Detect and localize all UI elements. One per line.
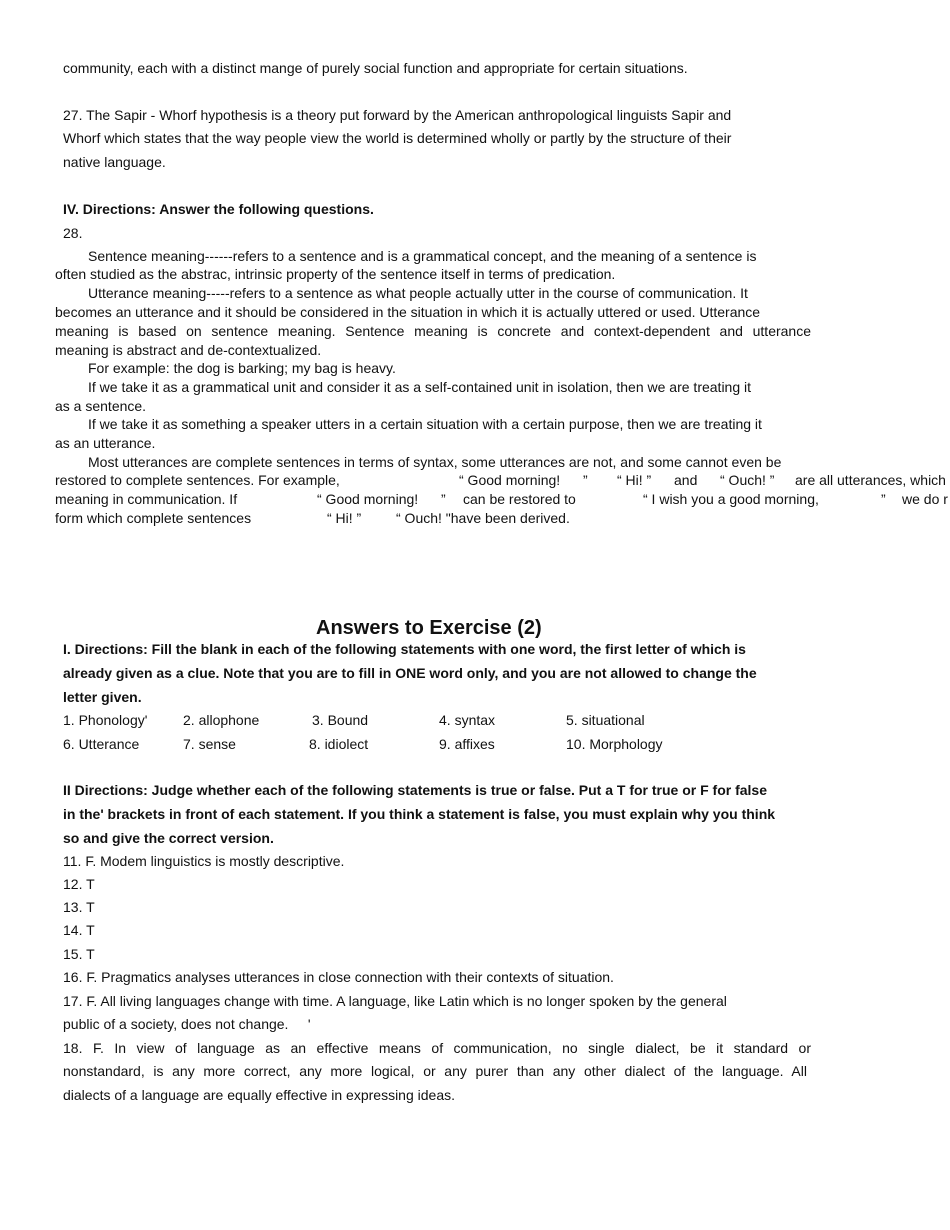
answer-item: 9. affixes bbox=[439, 736, 495, 752]
tf-answer-18-line-3: dialects of a language are equally effective in expressing ideas. bbox=[63, 1087, 455, 1103]
q28-line-13-tail: are all utterances, which bbox=[795, 472, 946, 488]
tf-answer-18-line-1: 18. F. In view of language as an effective means of communication, no single dialect, be it standard or bbox=[63, 1040, 811, 1056]
q28-line-13-text: restored to complete sentences. For example, bbox=[55, 472, 340, 488]
quote-good-morning: “ Good morning! bbox=[459, 472, 561, 488]
q28-line-6: meaning is abstract and de-contextualized. bbox=[55, 342, 322, 358]
tf-answer-13: 13. T bbox=[63, 899, 95, 915]
tf-answer-11: 11. F. Modem linguistics is mostly descriptive. bbox=[63, 853, 345, 869]
q28-line-14-tail: we do r bbox=[902, 491, 948, 507]
quote-ouch-tail: “ Ouch! "have been derived. bbox=[396, 510, 570, 526]
section-4-heading: IV. Directions: Answer the following questions. bbox=[63, 201, 374, 217]
q28-line-1: Sentence meaning------refers to a sentence and is a grammatical concept, and the meaning of a sentence is bbox=[88, 248, 757, 264]
q28-line-4: becomes an utterance and it should be considered in the situation in which it is actually uttered or used. Utterance bbox=[55, 304, 761, 320]
q28-line-11: as an utterance. bbox=[55, 435, 156, 451]
section-1-heading-line-3: letter given. bbox=[63, 689, 142, 705]
q27-line-2: Whorf which states that the way people view the world is determined wholly or partly by the structure of their bbox=[63, 130, 732, 146]
tf-answer-15: 15. T bbox=[63, 946, 95, 962]
section-1-heading-line-1: I. Directions: Fill the blank in each of the following statements with one word, the first letter of which is bbox=[63, 641, 746, 657]
q28-line-5: meaning is based on sentence meaning. Sentence meaning is concrete and context-dependent and utterance bbox=[55, 323, 811, 339]
lead-paragraph: community, each with a distinct mange of purely social function and appropriate for certain situations. bbox=[63, 60, 688, 76]
tf-answer-14: 14. T bbox=[63, 922, 95, 938]
q28-line-15-text: form which complete sentences bbox=[55, 510, 252, 526]
quote-wish: “ I wish you a good morning, bbox=[643, 491, 819, 507]
answer-item: 2. allophone bbox=[183, 712, 260, 728]
section-2-heading-line-3: so and give the correct version. bbox=[63, 830, 274, 846]
tf-answer-12: 12. T bbox=[63, 876, 95, 892]
quote-hi: “ Hi! ” bbox=[327, 510, 362, 526]
section-2-heading-line-2: in the' brackets in front of each statement. If you think a statement is false, you must explain why you think bbox=[63, 806, 776, 822]
answer-item: 1. Phonology' bbox=[63, 712, 148, 728]
quote-close: ” bbox=[583, 472, 588, 488]
q28-line-7: For example: the dog is barking; my bag is heavy. bbox=[88, 360, 396, 376]
q28-line-2: often studied as the abstrac, intrinsic property of the sentence itself in terms of predication. bbox=[55, 266, 616, 282]
q28-line-10: If we take it as something a speaker utters in a certain situation with a certain purpose, then we are treating it bbox=[88, 416, 762, 432]
q27-line-3: native language. bbox=[63, 154, 166, 170]
q28-number: 28. bbox=[63, 225, 83, 241]
quote-ouch: “ Ouch! ” bbox=[720, 472, 775, 488]
quote-good-morning: “ Good morning! bbox=[317, 491, 419, 507]
q28-line-14-text: meaning in communication. If bbox=[55, 491, 238, 507]
q28-line-8: If we take it as a grammatical unit and consider it as a self-contained unit in isolation, then we are treating it bbox=[88, 379, 752, 395]
q28-line-12: Most utterances are complete sentences in terms of syntax, some utterances are not, and some cannot even be bbox=[88, 454, 782, 470]
answer-item: 8. idiolect bbox=[309, 736, 369, 752]
quote-hi: “ Hi! ” bbox=[617, 472, 652, 488]
q27-line-1: 27. The Sapir - Whorf hypothesis is a theory put forward by the American anthropological linguists Sapir and bbox=[63, 107, 732, 123]
answer-item: 3. Bound bbox=[312, 712, 369, 728]
tf-answer-16: 16. F. Pragmatics analyses utterances in close connection with their contexts of situation. bbox=[63, 969, 614, 985]
word-and: and bbox=[674, 472, 698, 488]
quote-close: ” bbox=[441, 491, 446, 507]
answer-item: 5. situational bbox=[566, 712, 645, 728]
answer-item: 4. syntax bbox=[439, 712, 496, 728]
answer-item: 6. Utterance bbox=[63, 736, 140, 752]
tf-answer-17-line-1: 17. F. All living languages change with time. A language, like Latin which is no longer spoken by the general bbox=[63, 993, 727, 1009]
q28-line-14-mid: can be restored to bbox=[463, 491, 576, 507]
answer-item: 10. Morphology bbox=[566, 736, 663, 752]
answers-title: Answers to Exercise (2) bbox=[316, 617, 542, 639]
quote-close: ” bbox=[881, 491, 886, 507]
q28-line-3: Utterance meaning-----refers to a sentence as what people actually utter in the course of communication. It bbox=[88, 285, 748, 301]
q28-line-9: as a sentence. bbox=[55, 398, 147, 414]
section-1-heading-line-2: already given as a clue. Note that you are to fill in ONE word only, and you are not allowed to change the bbox=[63, 665, 757, 681]
answer-item: 7. sense bbox=[183, 736, 236, 752]
tf-answer-17-line-2: public of a society, does not change. ' bbox=[63, 1016, 311, 1032]
section-2-heading-line-1: II Directions: Judge whether each of the following statements is true or false. Put a T for true or F for false bbox=[63, 782, 768, 798]
tf-answer-18-line-2: nonstandard, is any more correct, any more logical, or any purer than any other dialect of the language. All bbox=[63, 1063, 807, 1079]
